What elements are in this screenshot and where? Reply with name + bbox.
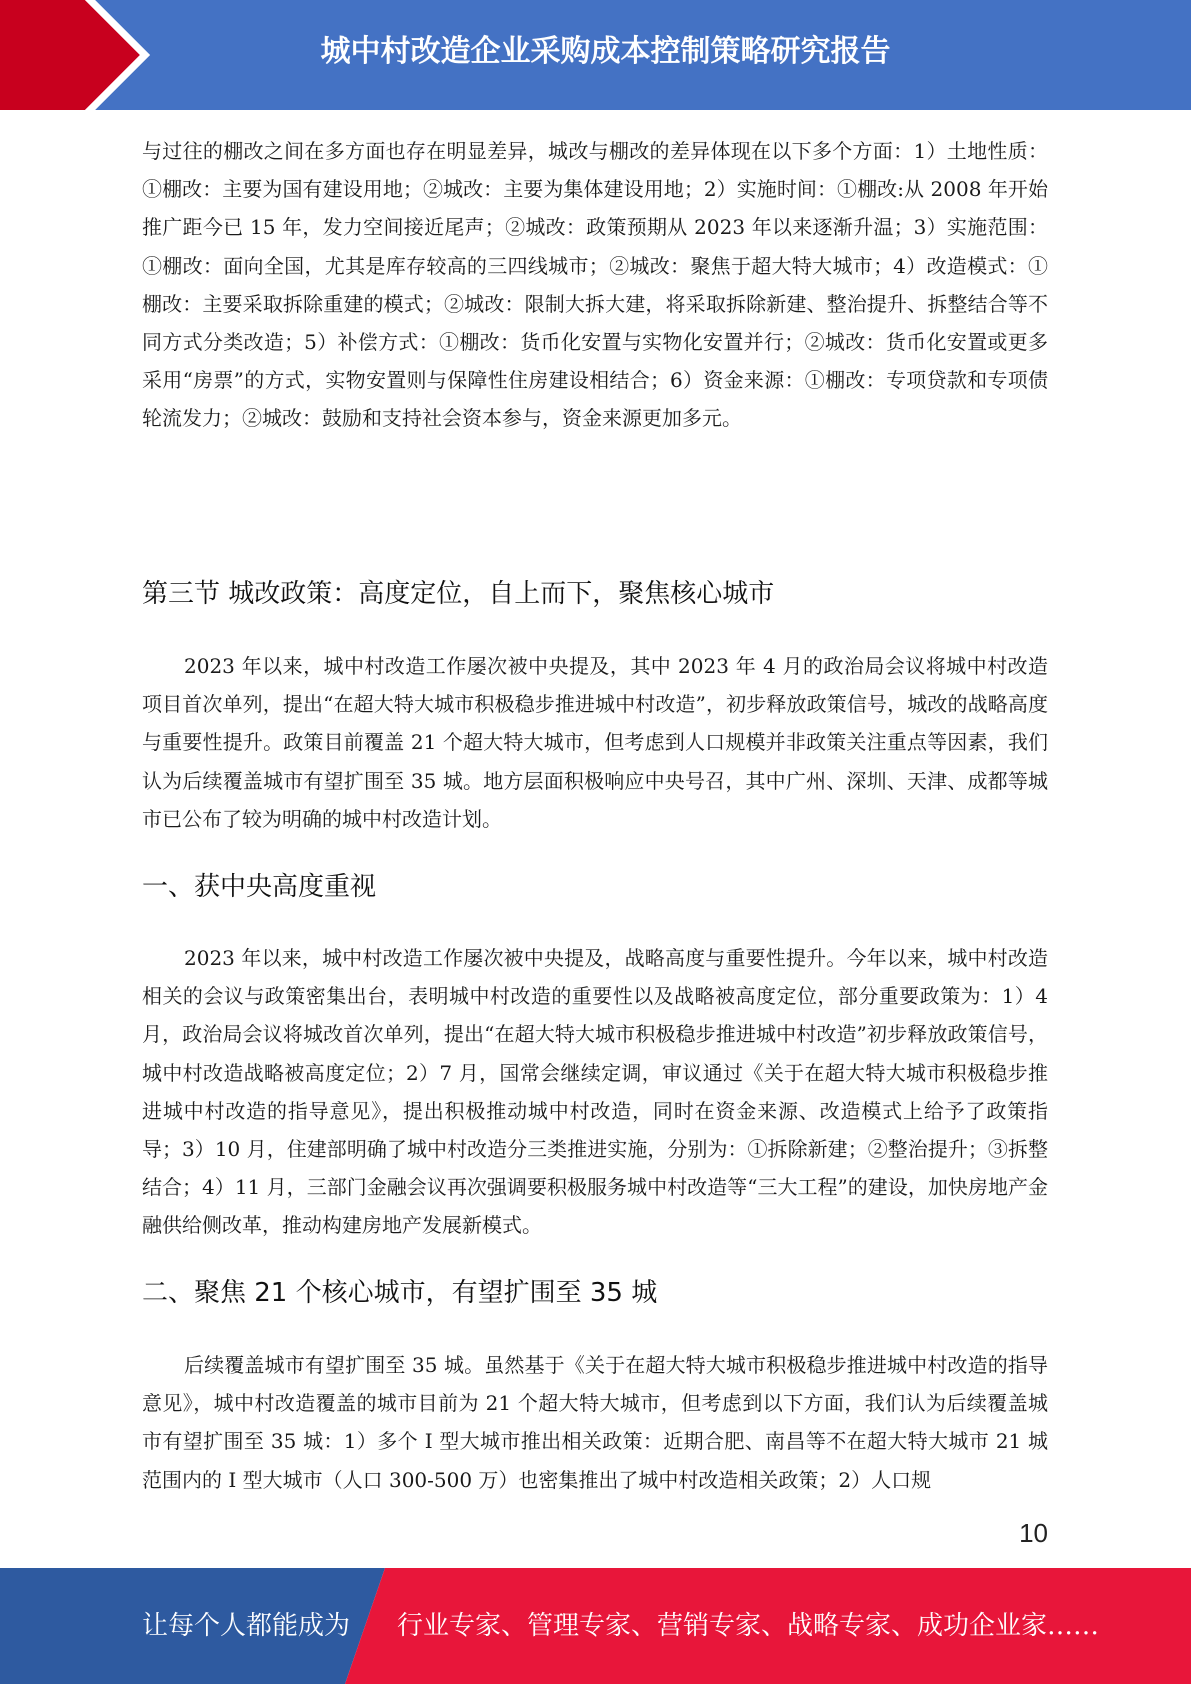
page-header	[0, 0, 1191, 110]
subsection-paragraph-2: 后续覆盖城市有望扩围至 35 城。虽然基于《关于在超大特大城市积极稳步推进城中村改造的指导意见》，城中村改造覆盖的城市目前为 21 个超大特大城市，但考虑到以下方面，我们认为后续覆盖城市有望扩围至 35 城：1）多个 I 型大城市推出相关政策：近期合肥、南昌等不在超大特大城市 21 城范围内的 I 型大城市（人口 300-500 万）也密集推出了城中村改造相关政策；2）人口规	[142, 1353, 1048, 1492]
subsection-heading-2: 二、聚焦 21 个核心城市，有望扩围至 35 城	[142, 1278, 658, 1308]
footer-slogan-left: 让每个人都能成为	[142, 1611, 351, 1641]
page-footer	[0, 1568, 1191, 1684]
section-heading: 第三节 城改政策：高度定位，自上而下，聚焦核心城市	[142, 579, 775, 609]
subsection-heading-1: 一、获中央高度重视	[142, 872, 377, 902]
subsection-paragraph-1: 2023 年以来，城中村改造工作屡次被中央提及，战略高度与重要性提升。今年以来，城中村改造相关的会议与政策密集出台，表明城中村改造的重要性以及战略被高度定位，部分重要政策为：1）4 月，政治局会议将城改首次单列，提出“在超大特大城市积极稳步推进城中村改造”初步释放政策信号，城中村改造战略被高度定位；2）7 月，国常会继续定调，审议通过《关于在超大特大城市积极稳步推进城中村改造的指导意见》，提出积极推动城中村改造，同时在资金来源、改造模式上给予了政策指导；3）10 月，住建部明确了城中村改造分三类推进实施，分别为：①拆除新建；②整治提升；③拆整结合；4）11 月，三部门金融会议再次强调要积极服务城中村改造等“三大工程”的建设，加快房地产金融供给侧改革，推动构建房地产发展新模式。	[142, 946, 1048, 1238]
section-paragraph: 2023 年以来，城中村改造工作屡次被中央提及，其中 2023 年 4 月的政治局会议将城中村改造项目首次单列，提出“在超大特大城市积极稳步推进城中村改造”，初步释放政策信号，城改的战略高度与重要性提升。政策目前覆盖 21 个超大特大城市，但考虑到人口规模并非政策关注重点等因素，我们认为后续覆盖城市有望扩围至 35 城。地方层面积极响应中央号召，其中广州、深圳、天津、成都等城市已公布了较为明确的城中村改造计划。	[142, 654, 1048, 831]
report-title: 城中村改造企业采购成本控制策略研究报告	[320, 34, 891, 69]
footer-slogan-right: 行业专家、管理专家、营销专家、战略专家、成功企业家……	[397, 1611, 1100, 1641]
intro-paragraph: 与过往的棚改之间在多方面也存在明显差异，城改与棚改的差异体现在以下多个方面：1）土地性质：①棚改：主要为国有建设用地；②城改：主要为集体建设用地；2）实施时间：①棚改:从 2008 年开始推广距今已 15 年，发力空间接近尾声；②城改：政策预期从 2023 年以来逐渐升温；3）实施范围：①棚改：面向全国，尤其是库存较高的三四线城市；②城改：聚焦于超大特大城市；4）改造模式：①棚改：主要采取拆除重建的模式；②城改：限制大拆大建，将采取拆除新建、整治提升、拆整结合等不同方式分类改造；5）补偿方式：①棚改：货币化安置与实物化安置并行；②城改：货币化安置或更多采用“房票”的方式，实物安置则与保障性住房建设相结合；6）资金来源：①棚改：专项贷款和专项债轮流发力；②城改：鼓励和支持社会资本参与，资金来源更加多元。	[142, 139, 1048, 431]
page-number: 10	[1019, 1518, 1048, 1548]
